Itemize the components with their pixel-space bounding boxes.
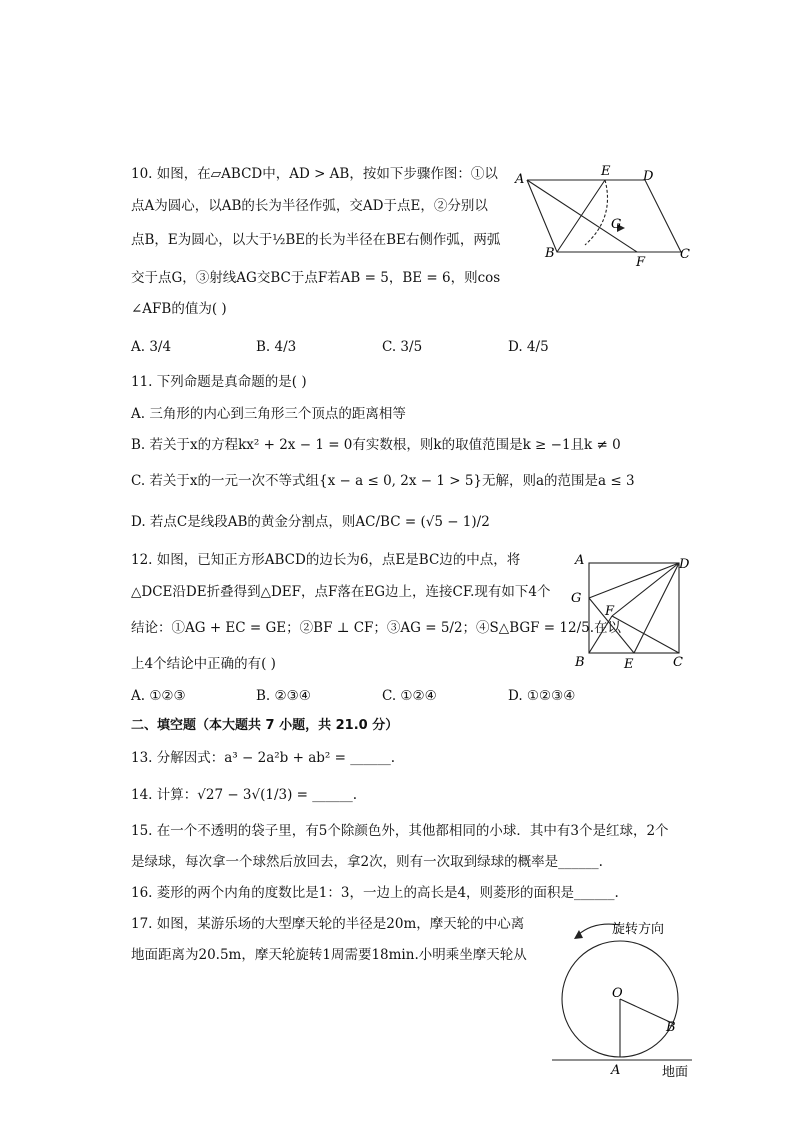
- q12-option-d: D. ①②③④: [508, 688, 576, 704]
- q15-line-1: 15. 在一个不透明的袋子里，有5个除颜色外，其他都相同的小球．其中有3个是红球，2个: [131, 823, 669, 839]
- q10-line-2: 点A为圆心，以AB的长为半径作弧，交AD于点E，②分别以: [131, 198, 488, 214]
- q10-label-f: F: [636, 255, 646, 270]
- q17-label-o: O: [612, 986, 623, 1001]
- q12-option-c: C. ①②④: [382, 688, 437, 704]
- q12-label-g: G: [571, 591, 582, 606]
- q10-line-4: 交于点G，③射线AG交BC于点F若AB = 5，BE = 6，则cos: [131, 270, 501, 286]
- q10-label-e: E: [601, 164, 611, 179]
- q17-label-a: A: [611, 1063, 621, 1078]
- q12-line-3: 结论：①AG + EC = GE；②BF ⊥ CF；③AG = 5/2；④S△BGF = 12/5.在以: [131, 620, 622, 636]
- q12-option-a: A. ①②③: [131, 688, 186, 704]
- q12-label-d: D: [679, 557, 690, 572]
- q10-label-c: C: [680, 247, 690, 262]
- q17-line-2: 地面距离为20.5m，摩天轮旋转1周需要18min.小明乘坐摩天轮从: [131, 947, 527, 963]
- q15-line-2: 是绿球，每次拿一个球然后放回去，拿2次，则有一次取到绿球的概率是______.: [131, 854, 603, 870]
- q17-ferris-wheel-figure: [550, 915, 700, 1083]
- section-2-heading: 二、填空题（本大题共 7 小题，共 21.0 分）: [131, 718, 399, 733]
- q12-square-figure: [565, 552, 695, 674]
- q13: 13. 分解因式：a³ − 2a²b + ab² = ______.: [131, 750, 395, 766]
- q12-line-1: 12. 如图，已知正方形ABCD的边长为6，点E是BC边的中点，将: [131, 552, 521, 568]
- q17-rotation-label: 旋转方向: [612, 922, 665, 937]
- q10-parallelogram-figure: [505, 160, 705, 270]
- q11-option-b: B. 若关于x的方程kx² + 2x − 1 = 0有实数根，则k的取值范围是k ≥ −1且k ≠ 0: [131, 437, 621, 453]
- q17-label-b: B: [666, 1020, 676, 1035]
- q12-line-2: △DCE沿DE折叠得到△DEF，点F落在EG边上，连接CF.现有如下4个: [131, 584, 551, 600]
- q17-line-1: 17. 如图，某游乐场的大型摩天轮的半径是20m，摩天轮的中心离: [131, 916, 525, 932]
- q12-label-a: A: [575, 553, 585, 568]
- q10-option-c: C. 3/5: [382, 339, 423, 355]
- q11-option-a: A. 三角形的内心到三角形三个顶点的距离相等: [131, 406, 406, 422]
- q10-option-a: A. 3/4: [131, 339, 172, 355]
- q10-line-3: 点B，E为圆心，以大于½BE的长为半径在BE右侧作弧，两弧: [131, 232, 501, 248]
- q10-option-d: D. 4/5: [508, 339, 549, 355]
- q10-line-1: 10. 如图，在▱ABCD中，AD > AB，按如下步骤作图：①以: [131, 166, 498, 182]
- q12-label-f: F: [605, 604, 615, 619]
- q11-option-c: C. 若关于x的一元一次不等式组{x − a ≤ 0, 2x − 1 > 5}无解，则a的范围是a ≤ 3: [131, 473, 635, 489]
- q10-label-d: D: [643, 169, 654, 184]
- q17-ground-label: 地面: [662, 1065, 689, 1080]
- q11-stem: 11. 下列命题是真命题的是( ): [131, 374, 307, 390]
- q12-label-b: B: [575, 655, 585, 670]
- q10-line-5: ∠AFB的值为( ): [131, 301, 227, 317]
- q11-option-d: D. 若点C是线段AB的黄金分割点，则AC/BC = (√5 − 1)/2: [131, 514, 490, 530]
- q12-line-4: 上4个结论中正确的有( ): [131, 656, 276, 672]
- q10-label-g: G: [611, 217, 622, 232]
- q12-label-c: C: [673, 655, 683, 670]
- q10-label-b: B: [545, 246, 555, 261]
- q10-option-b: B. 4/3: [256, 339, 297, 355]
- q10-label-a: A: [515, 172, 525, 187]
- q12-label-e: E: [624, 657, 634, 672]
- q12-option-b: B. ②③④: [256, 688, 311, 704]
- q16: 16. 菱形的两个内角的度数比是1：3，一边上的高长是4，则菱形的面积是______.: [131, 885, 619, 901]
- q14: 14. 计算：√27 − 3√(1/3) = ______.: [131, 787, 358, 803]
